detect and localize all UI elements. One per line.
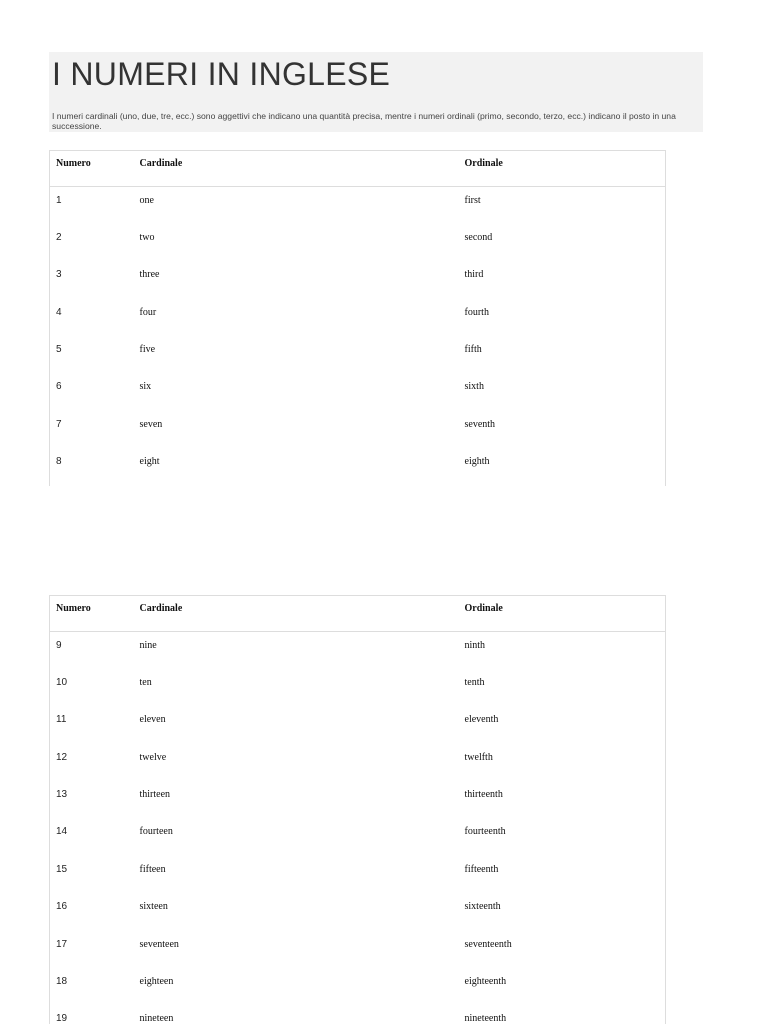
cell-numero: 15 — [56, 863, 68, 875]
table-row — [50, 187, 666, 224]
cell-ordinale: fourteenth — [464, 826, 506, 838]
cell-ordinale: thirteenth — [464, 789, 503, 801]
cell-cardinale: eighteen — [139, 976, 174, 988]
cell-numero: 3 — [56, 269, 62, 281]
table-row — [50, 706, 666, 743]
cell-ordinale: ninth — [464, 640, 486, 651]
cell-cardinale: six — [139, 381, 152, 393]
cell-ordinale: fourth — [464, 306, 489, 318]
cell-cardinale: eleven — [139, 714, 166, 726]
intro-paragraph: I numeri cardinali (uno, due, tre, ecc.) sono aggettivi che indicano una quantità precisa, mentre i numeri ordinali (primo, secondo, terzo, ecc.) indicano il posto in una successione. — [52, 111, 676, 131]
cell-ordinale: nineteenth — [464, 1013, 507, 1024]
column-header-ordinale: Ordinale — [459, 596, 666, 632]
cell-ordinale: eleventh — [464, 714, 499, 726]
cell-ordinale: first — [464, 195, 481, 206]
cell-cardinale: seven — [139, 418, 163, 430]
column-header-numero: Numero — [50, 596, 134, 632]
column-header-ordinale: Ordinale — [459, 151, 666, 187]
cell-cardinale: ten — [139, 676, 152, 688]
column-header-cardinale: Cardinale — [134, 596, 459, 632]
table-row — [50, 1005, 666, 1024]
page-title: I NUMERI IN INGLESE — [52, 56, 391, 92]
cell-numero: 19 — [56, 1013, 68, 1024]
cell-cardinale: three — [139, 269, 160, 281]
cell-cardinale: fourteen — [139, 826, 173, 838]
numbers-table-2 — [49, 595, 666, 1024]
table-header-row — [50, 151, 666, 187]
cell-ordinale: seventeenth — [464, 938, 512, 950]
cell-ordinale: twelfth — [464, 751, 493, 763]
header-block — [49, 52, 703, 132]
table-row — [50, 669, 666, 706]
cell-numero: 16 — [56, 901, 68, 913]
cell-ordinale: tenth — [464, 676, 485, 688]
cell-ordinale: eighteenth — [464, 976, 507, 988]
table-header-row — [50, 596, 666, 632]
cell-ordinale: second — [464, 231, 493, 243]
cell-ordinale: sixteenth — [464, 901, 501, 913]
cell-cardinale: nineteen — [139, 1013, 174, 1024]
table-row — [50, 968, 666, 1005]
table-row — [50, 744, 666, 781]
cell-numero: 12 — [56, 751, 68, 763]
cell-cardinale: nine — [139, 640, 157, 651]
table-row — [50, 299, 666, 336]
cell-numero: 1 — [56, 195, 62, 206]
column-header-numero: Numero — [50, 151, 134, 187]
table-row — [50, 261, 666, 298]
table-row — [50, 931, 666, 968]
cell-numero: 14 — [56, 826, 68, 838]
cell-numero: 4 — [56, 306, 62, 318]
table-row — [50, 781, 666, 818]
column-header-cardinale: Cardinale — [134, 151, 459, 187]
cell-cardinale: sixteen — [139, 901, 168, 913]
cell-numero: 17 — [56, 938, 68, 950]
cell-numero: 9 — [56, 640, 62, 651]
cell-cardinale: one — [139, 195, 154, 206]
cell-ordinale: fifth — [464, 344, 482, 356]
cell-numero: 2 — [56, 231, 62, 243]
table-row — [50, 818, 666, 855]
table-row — [50, 448, 666, 485]
cell-cardinale: thirteen — [139, 789, 171, 801]
cell-cardinale: two — [139, 231, 155, 243]
cell-cardinale: twelve — [139, 751, 167, 763]
cell-cardinale: fifteen — [139, 863, 166, 875]
cell-cardinale: eight — [139, 456, 160, 468]
cell-ordinale: fifteenth — [464, 863, 499, 875]
cell-numero: 6 — [56, 381, 62, 393]
cell-ordinale: eighth — [464, 456, 490, 468]
cell-ordinale: sixth — [464, 381, 484, 393]
cell-numero: 5 — [56, 344, 62, 356]
table-row — [50, 336, 666, 373]
numbers-table-1 — [49, 150, 666, 486]
table-row — [50, 224, 666, 261]
cell-cardinale: five — [139, 344, 156, 356]
cell-numero: 18 — [56, 976, 68, 988]
cell-numero: 11 — [56, 714, 67, 726]
table-row — [50, 373, 666, 410]
cell-numero: 10 — [56, 676, 68, 688]
table-row — [50, 893, 666, 930]
cell-ordinale: seventh — [464, 418, 496, 430]
table-row — [50, 411, 666, 448]
cell-ordinale: third — [464, 269, 484, 281]
cell-cardinale: four — [139, 306, 157, 318]
cell-cardinale: seventeen — [139, 938, 179, 950]
cell-numero: 13 — [56, 789, 68, 801]
cell-numero: 7 — [56, 418, 62, 430]
cell-numero: 8 — [56, 456, 62, 468]
table-row — [50, 632, 666, 669]
table-row — [50, 856, 666, 893]
